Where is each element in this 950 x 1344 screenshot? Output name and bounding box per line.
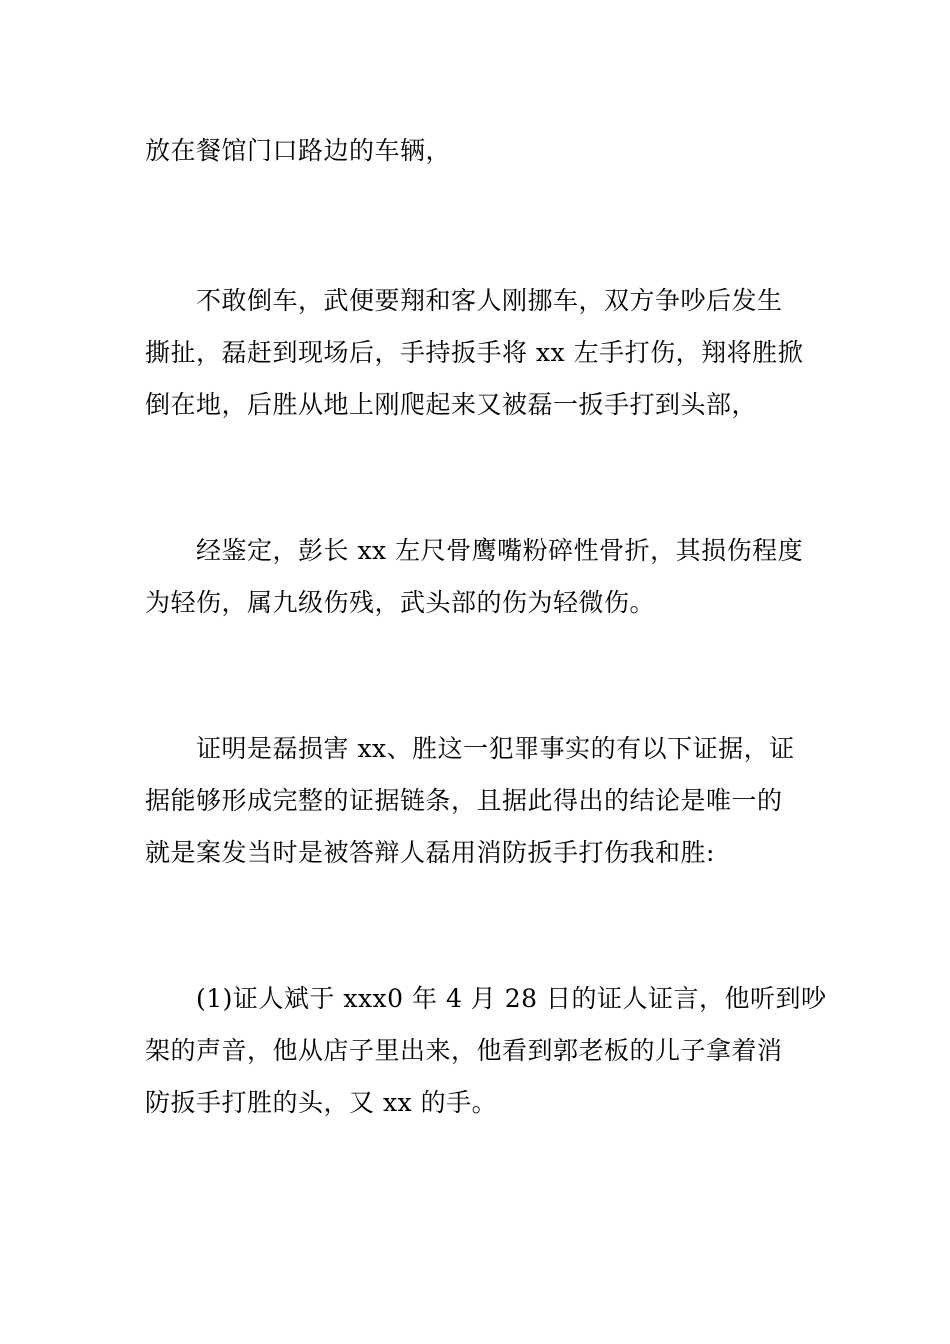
paragraph-3-line-1: 经鉴定，彭长 xx 左尺骨鹰嘴粉碎性骨折，其损伤程度 [196,536,804,565]
paragraph-2-line-2: 撕扯，磊赶到现场后，手持扳手将 xx 左手打伤，翔将胜掀 [145,338,804,367]
paragraph-4-line-1: 证明是磊损害 xx、胜这一犯罪事实的有以下证据，证 [196,734,795,763]
paragraph-5-line-2: 架的声音，他从店子里出来，他看到郭老板的儿子拿着消 [145,1036,783,1065]
paragraph-4-line-2: 据能够形成完整的证据链条，且据此得出的结论是唯一的 [145,786,783,815]
paragraph-3-line-2: 为轻伤，属九级伤残，武头部的伤为轻微伤。 [145,588,656,617]
paragraph-5-line-3: 防扳手打胜的头，又 xx 的手。 [145,1088,498,1117]
paragraph-5-line-1: (1)证人斌于 xxx0 年 4 月 28 日的证人证言，他听到吵 [196,984,827,1013]
paragraph-1-line-1: 放在餐馆门口路边的车辆， [145,136,452,165]
paragraph-2-line-1: 不敢倒车，武便要翔和客人刚挪车，双方争吵后发生 [196,286,783,315]
paragraph-2-line-3: 倒在地，后胜从地上刚爬起来又被磊一扳手打到头部， [145,390,758,419]
paragraph-4-line-3: 就是案发当时是被答辩人磊用消防扳手打伤我和胜: [145,838,715,867]
